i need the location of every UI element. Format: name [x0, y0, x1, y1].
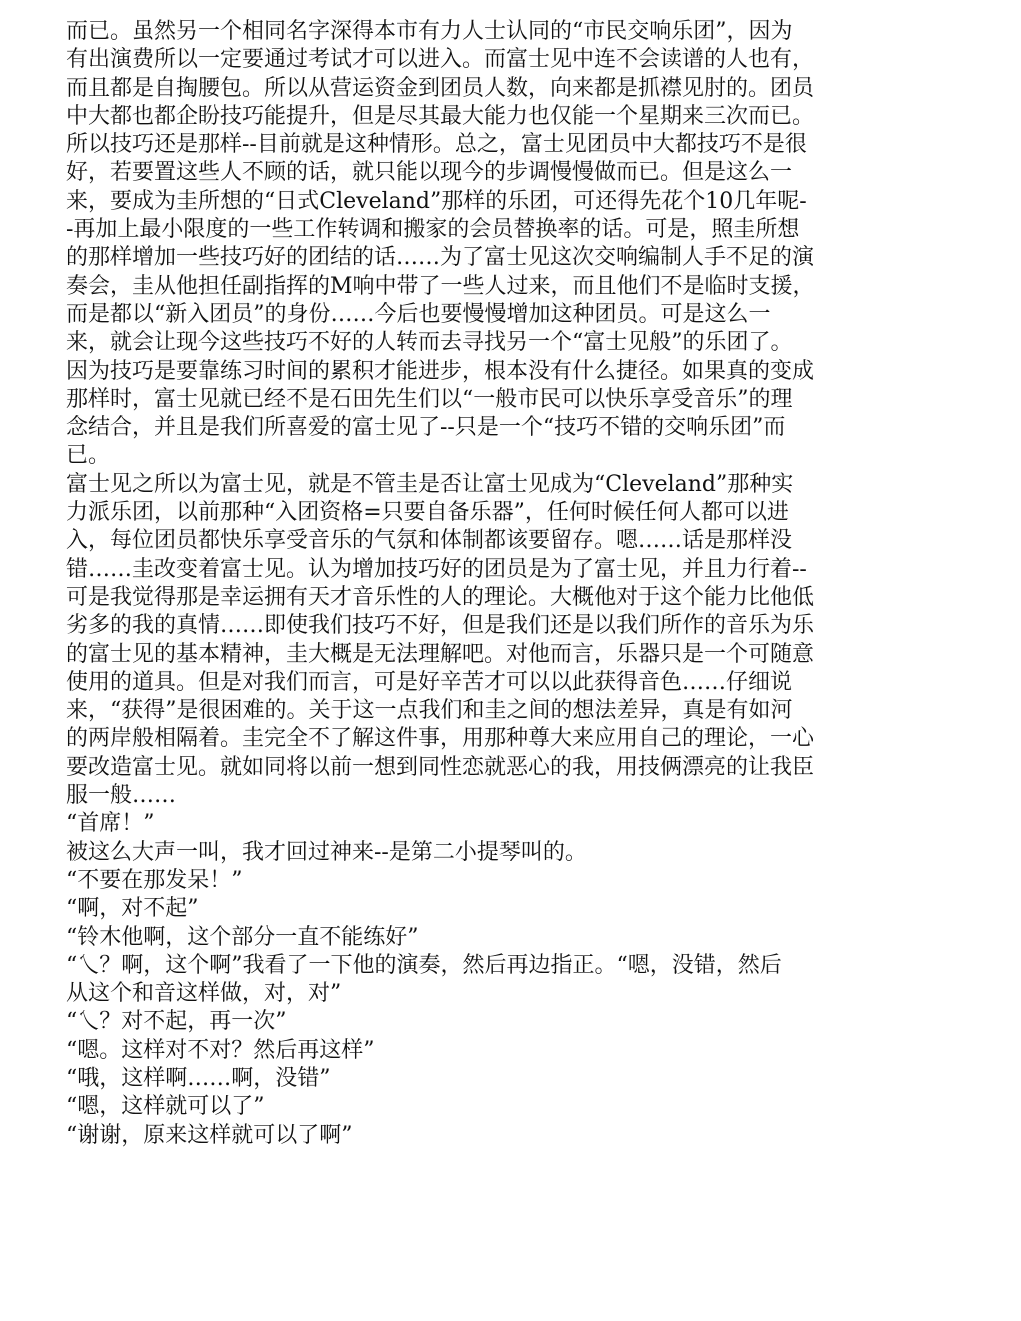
text-line: “嗯。这样对不对？然后再这样” — [66, 1037, 375, 1063]
text-line: “哦，这样啊……啊，没错” — [66, 1065, 331, 1091]
text-line: 入，每位团员都快乐享受音乐的气氛和体制都该要留存。嗯……话是那样没 — [66, 528, 793, 554]
text-line: “不要在那发呆！” — [66, 867, 243, 893]
text-line: “嗯，这样就可以了” — [66, 1094, 265, 1120]
text-line: 的那样增加一些技巧好的团结的话……为了富士见这次交响编制人手不足的演 — [66, 245, 815, 271]
text-line: 所以技巧还是那样--目前就是这种情形。总之，富士见团员中大都技巧不是很 — [66, 132, 807, 158]
text-line: 而已。虽然另一个相同名字深得本市有力人士认同的“市民交响乐团”，因为 — [66, 19, 793, 44]
text-line: 要改造富士见。就如同将以前一想到同性恋就恶心的我，用技俩漂亮的让我臣 — [66, 754, 815, 780]
text-line: 好，若要置这些人不顾的话，就只能以现今的步调慢慢做而已。但是这么一 — [66, 160, 793, 186]
text-line: 的富士见的基本精神，圭大概是无法理解吧。对他而言，乐器只是一个可随意 — [66, 641, 815, 667]
text-line: 服一般…… — [66, 783, 177, 809]
text-line: -再加上最小限度的一些工作转调和搬家的会员替换率的话。可是，照圭所想 — [66, 217, 800, 243]
text-line: 有出演费所以一定要通过考试才可以进入。而富士见中连不会读谱的人也有， — [66, 47, 815, 73]
text-line: “铃木他啊，这个部分一直不能练好” — [66, 924, 419, 950]
text-line: “乀？啊，这个啊”我看了一下他的演奏，然后再边指正。“嗯，没错，然后 — [66, 952, 782, 978]
text-line: 来，就会让现今这些技巧不好的人转而去寻找另一个“富士见般”的乐团了。 — [66, 330, 793, 356]
text-line: 而是都以“新入团员”的身份……今后也要慢慢增加这种团员。可是这么一 — [66, 301, 771, 327]
text-line: “首席！” — [66, 811, 155, 837]
text-line: 而且都是自掏腰包。所以从营运资金到团员人数，向来都是抓襟见肘的。团员 — [66, 75, 815, 101]
text-line: “啊，对不起” — [66, 896, 199, 922]
text-line: 来，要成为圭所想的“日式Cleveland”那样的乐团，可还得先花个10几年呢- — [66, 188, 807, 214]
text-line: 的两岸般相隔着。圭完全不了解这件事，用那种尊大来应用自己的理论，一心 — [66, 726, 815, 752]
body-text — [66, 18, 956, 1150]
text-line: 因为技巧是要靠练习时间的累积才能进步，根本没有什么捷径。如果真的变成 — [66, 358, 815, 384]
text-line: 可是我觉得那是幸运拥有天才音乐性的人的理论。大概他对于这个能力比他低 — [66, 584, 815, 610]
text-line: 奏会，圭从他担任副指挥的M响中带了一些人过来，而且他们不是临时支援， — [66, 273, 815, 299]
text-line: 已。 — [66, 443, 111, 469]
text-line: 来，“获得”是很困难的。关于这一点我们和圭之间的想法差异，真是有如河 — [66, 698, 793, 724]
text-line: 错……圭改变着富士见。认为增加技巧好的团员是为了富士见，并且力行着-- — [66, 556, 807, 582]
text-line: 使用的道具。但是对我们而言，可是好辛苦才可以以此获得音色……仔细说 — [66, 669, 793, 695]
text-line: 被这么大声一叫，我才回过神来--是第二小提琴叫的。 — [66, 839, 587, 865]
text-line: 富士见之所以为富士见，就是不管圭是否让富士见成为“Cleveland”那种实 — [66, 471, 794, 497]
text-line: 力派乐团，以前那种“入团资格=只要自备乐器”，任何时候任何人都可以进 — [66, 500, 789, 526]
text-line: “乀？对不起，再一次” — [66, 1009, 287, 1035]
text-line: 念结合，并且是我们所喜爱的富士见了--只是一个“技巧不错的交响乐团”而 — [66, 415, 786, 441]
text-line: 那样时，富士见就已经不是石田先生们以“一般市民可以快乐享受音乐”的理 — [66, 386, 793, 412]
text-line: “谢谢，原来这样就可以了啊” — [66, 1122, 353, 1148]
text-line: 从这个和音这样做，对，对” — [66, 981, 342, 1007]
text-line: 中大都也都企盼技巧能提升，但是尽其最大能力也仅能一个星期来三次而已。 — [66, 103, 815, 129]
text-line: 劣多的我的真情……即使我们技巧不好，但是我们还是以我们所作的音乐为乐 — [66, 613, 815, 639]
